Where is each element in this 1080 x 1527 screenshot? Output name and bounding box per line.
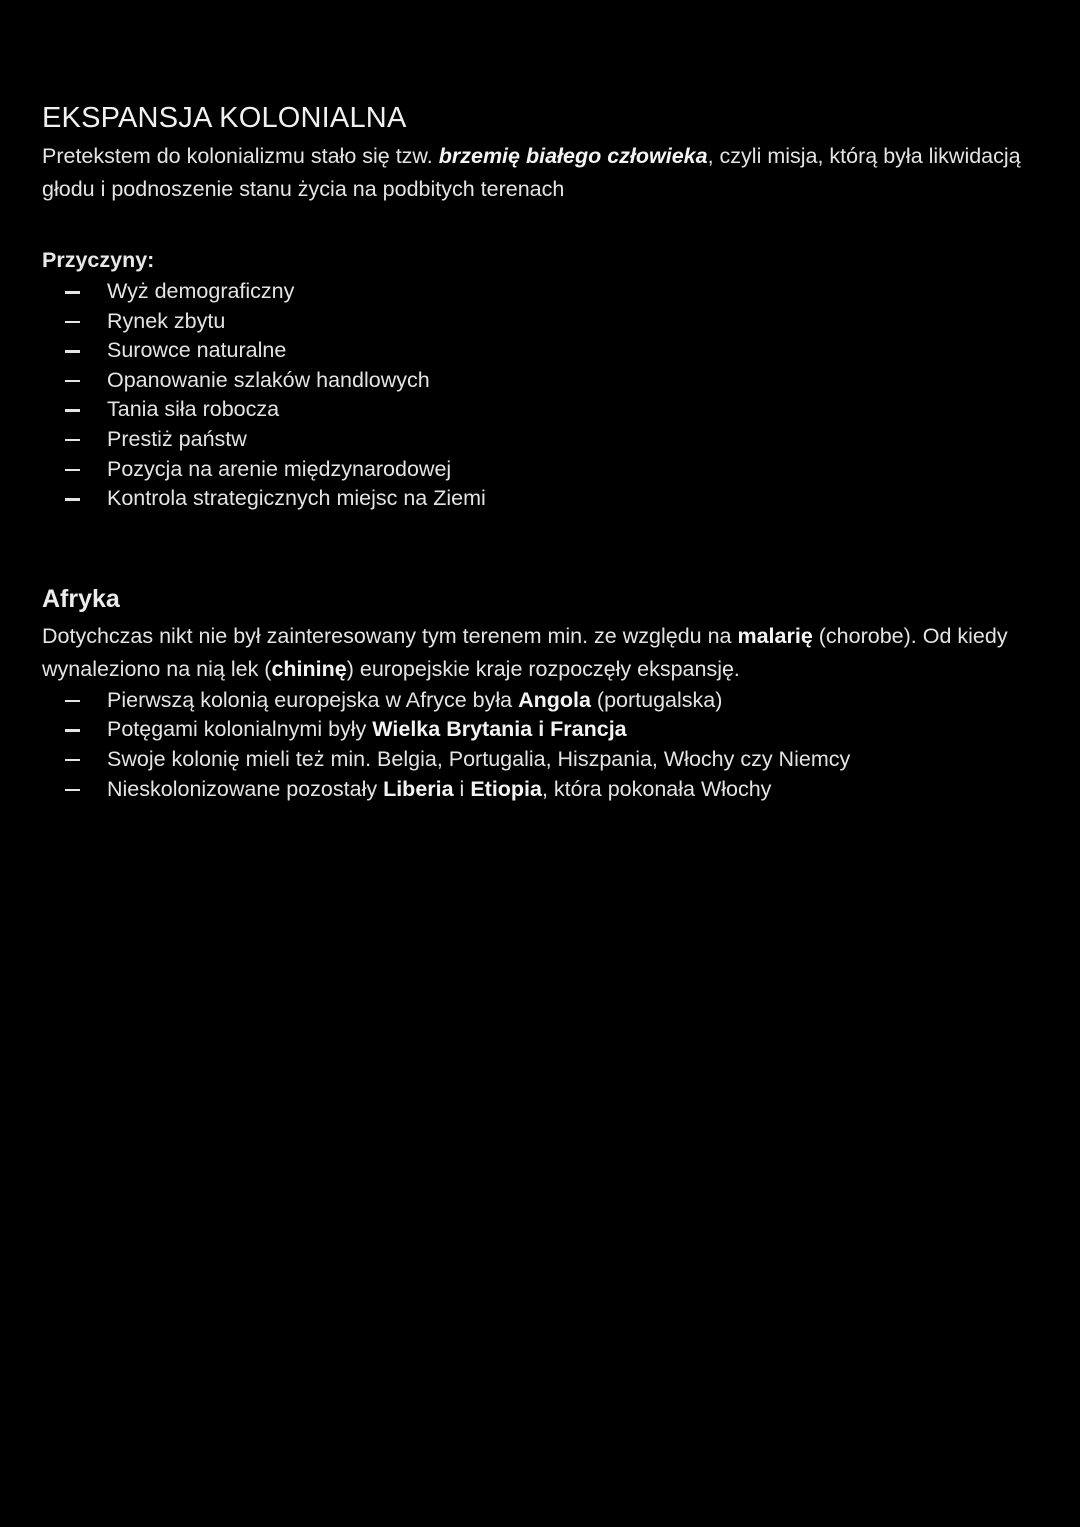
list-item: Nieskolonizowane pozostały Liberia i Etiopia, która pokonała Włochy bbox=[42, 775, 1032, 805]
dash-icon bbox=[65, 469, 80, 472]
list-item: Tania siła robocza bbox=[42, 395, 1032, 425]
list-item: Wyż demograficzny bbox=[42, 277, 1032, 307]
dash-icon bbox=[65, 700, 80, 703]
list-item: Kontrola strategicznych miejsc na Ziemi bbox=[42, 484, 1032, 514]
list-item: Surowce naturalne bbox=[42, 336, 1032, 366]
dash-icon bbox=[65, 498, 80, 501]
page-title: EKSPANSJA KOLONIALNA bbox=[42, 102, 407, 134]
africa-list bbox=[42, 686, 1032, 804]
dash-icon bbox=[65, 321, 80, 324]
dash-icon bbox=[65, 291, 80, 294]
document-page bbox=[42, 100, 1032, 804]
list-item: Pozycja na arenie międzynarodowej bbox=[42, 455, 1032, 485]
dash-icon bbox=[65, 380, 80, 383]
list-item: Swoje kolonię mieli też min. Belgia, Portugalia, Hiszpania, Włochy czy Niemcy bbox=[42, 745, 1032, 775]
dash-icon bbox=[65, 409, 80, 412]
dash-icon bbox=[65, 729, 80, 732]
causes-list bbox=[42, 277, 1032, 514]
causes-heading: Przyczyny: bbox=[42, 248, 155, 272]
list-item: Potęgami kolonialnymi były Wielka Brytania i Francja bbox=[42, 715, 1032, 745]
list-item: Rynek zbytu bbox=[42, 307, 1032, 337]
intro-paragraph bbox=[42, 140, 1032, 206]
intro-text-1: Pretekstem do kolonializmu stało się tzw. bbox=[42, 144, 439, 168]
intro-emphasis: brzemię białego człowieka bbox=[438, 144, 708, 168]
dash-icon bbox=[65, 759, 80, 762]
dash-icon bbox=[65, 439, 80, 442]
dash-icon bbox=[65, 789, 80, 792]
dash-icon bbox=[65, 350, 80, 353]
africa-paragraph: Dotychczas nikt nie był zainteresowany tym terenem min. ze względu na malarię (chorobe). Od kiedy wynaleziono na nią lek (chininę) europejskie kraje rozpoczęły ekspansję. bbox=[42, 623, 1008, 681]
list-item: Pierwszą kolonią europejska w Afryce była Angola (portugalska) bbox=[42, 686, 1032, 716]
list-item: Opanowanie szlaków handlowych bbox=[42, 366, 1032, 396]
list-item: Prestiż państw bbox=[42, 425, 1032, 455]
intro-text-2: , czyli misja, którą była likwidacją głodu i podnoszenie stanu życia na podbitych terenach bbox=[42, 144, 1021, 201]
africa-heading: Afryka bbox=[42, 584, 120, 613]
